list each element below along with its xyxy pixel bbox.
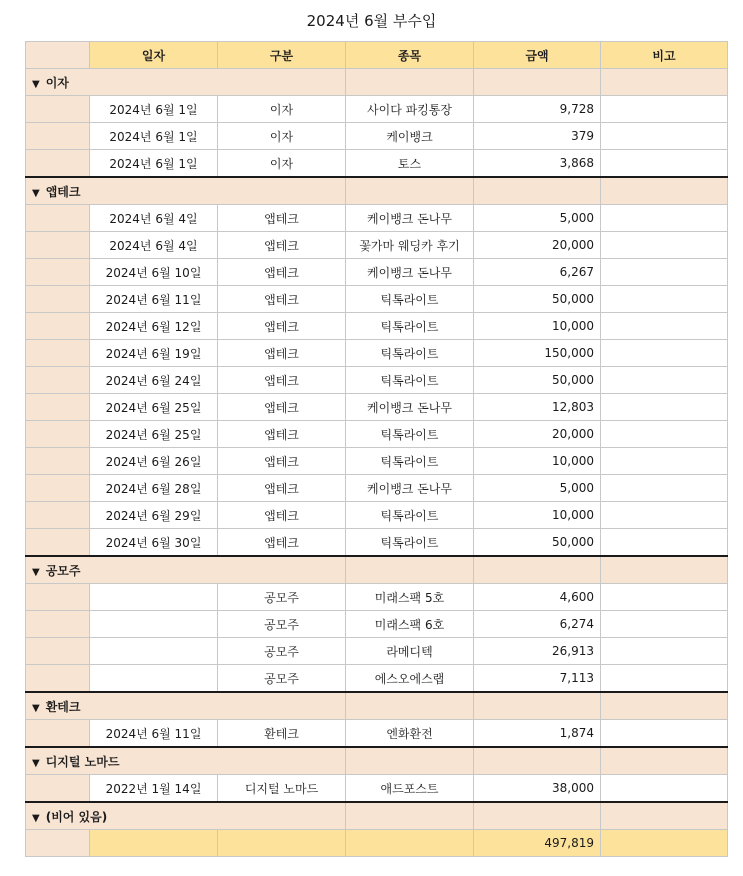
total-empty-cell[interactable] [346,830,474,857]
date-cell[interactable]: 2024년 6월 25일 [90,394,218,421]
group-header-empty-cell[interactable] [474,69,601,96]
date-cell[interactable] [90,665,218,693]
amount-cell[interactable]: 3,868 [474,150,601,178]
triangle-down-icon[interactable]: ▼ [32,812,40,824]
item-cell[interactable]: 꽃가마 웨딩카 후기 [346,232,474,259]
table-row[interactable] [26,313,728,340]
date-cell[interactable]: 2024년 6월 1일 [90,150,218,178]
note-cell[interactable] [601,720,728,748]
table-row[interactable] [26,96,728,123]
item-cell[interactable]: 토스 [346,150,474,178]
amount-cell[interactable]: 5,000 [474,475,601,502]
item-cell[interactable]: 틱톡라이트 [346,448,474,475]
note-cell[interactable] [601,96,728,123]
table-row[interactable] [26,665,728,693]
group-header-empty-cell[interactable] [218,747,346,775]
note-cell[interactable] [601,638,728,665]
note-cell[interactable] [601,123,728,150]
triangle-down-icon[interactable]: ▼ [32,757,40,769]
note-cell[interactable] [601,394,728,421]
category-cell[interactable]: 환테크 [218,720,346,748]
item-cell[interactable]: 엔화환전 [346,720,474,748]
row-header-cell[interactable] [26,475,90,502]
group-header-row[interactable] [26,177,728,205]
group-header-empty-cell[interactable] [601,177,728,205]
table-row[interactable] [26,340,728,367]
row-header-cell[interactable] [26,665,90,693]
date-cell[interactable]: 2024년 6월 4일 [90,205,218,232]
group-header-empty-cell[interactable] [474,692,601,720]
category-cell[interactable]: 앱테크 [218,367,346,394]
item-cell[interactable]: 케이뱅크 [346,123,474,150]
amount-cell[interactable]: 50,000 [474,529,601,557]
amount-cell[interactable]: 9,728 [474,96,601,123]
date-cell[interactable]: 2024년 6월 1일 [90,123,218,150]
category-cell[interactable]: 앱테크 [218,259,346,286]
sheet-title: 2024년 6월 부수입 [306,12,437,30]
category-cell[interactable]: 디지털 노마드 [218,775,346,803]
column-header-item[interactable]: 종목 [346,42,474,69]
row-header-cell[interactable] [26,205,90,232]
group-header-cell[interactable] [26,747,218,775]
group-header-empty-cell[interactable] [474,747,601,775]
item-cell[interactable]: 케이뱅크 돈나무 [346,259,474,286]
item-cell[interactable]: 케이뱅크 돈나무 [346,475,474,502]
table-row[interactable] [26,259,728,286]
group-header-cell[interactable] [26,692,218,720]
row-header-cell[interactable] [26,340,90,367]
row-header-cell[interactable] [26,150,90,178]
item-cell[interactable]: 애드포스트 [346,775,474,803]
table-row[interactable] [26,123,728,150]
table-row[interactable] [26,584,728,611]
group-header-empty-cell[interactable] [218,802,346,830]
note-cell[interactable] [601,775,728,803]
item-cell[interactable]: 틱톡라이트 [346,340,474,367]
item-cell[interactable]: 틱톡라이트 [346,313,474,340]
row-header-cell[interactable] [26,313,90,340]
category-cell[interactable]: 앱테크 [218,286,346,313]
item-cell[interactable]: 사이다 파킹통장 [346,96,474,123]
group-header-empty-cell[interactable] [474,556,601,584]
amount-cell[interactable]: 5,000 [474,205,601,232]
group-header-empty-cell[interactable] [218,69,346,96]
amount-cell[interactable]: 10,000 [474,502,601,529]
note-cell[interactable] [601,475,728,502]
group-header-cell[interactable] [26,177,218,205]
category-cell[interactable]: 앱테크 [218,340,346,367]
group-header-empty-cell[interactable] [601,692,728,720]
amount-cell[interactable]: 10,000 [474,448,601,475]
date-cell[interactable]: 2022년 1월 14일 [90,775,218,803]
group-header-cell[interactable] [26,69,218,96]
table-row[interactable] [26,394,728,421]
item-cell[interactable]: 미래스팩 6호 [346,611,474,638]
amount-cell[interactable]: 50,000 [474,286,601,313]
column-header-amount[interactable]: 금액 [474,42,601,69]
group-header-empty-cell[interactable] [601,747,728,775]
column-header-date[interactable]: 일자 [90,42,218,69]
date-cell[interactable]: 2024년 6월 24일 [90,367,218,394]
note-cell[interactable] [601,502,728,529]
item-cell[interactable]: 틱톡라이트 [346,502,474,529]
row-header-cell[interactable] [26,502,90,529]
table-row[interactable] [26,286,728,313]
table-row[interactable] [26,448,728,475]
amount-cell[interactable]: 6,267 [474,259,601,286]
triangle-down-icon[interactable]: ▼ [32,566,40,578]
group-header-empty-cell[interactable] [346,69,474,96]
note-cell[interactable] [601,529,728,557]
item-cell[interactable]: 틱톡라이트 [346,286,474,313]
date-cell[interactable] [90,638,218,665]
group-header-empty-cell[interactable] [474,802,601,830]
category-cell[interactable]: 앱테크 [218,232,346,259]
item-cell[interactable]: 미래스팩 5호 [346,584,474,611]
table-row[interactable] [26,421,728,448]
amount-cell[interactable]: 38,000 [474,775,601,803]
group-header-empty-cell[interactable] [346,177,474,205]
note-cell[interactable] [601,584,728,611]
category-cell[interactable]: 앱테크 [218,529,346,557]
category-cell[interactable]: 공모주 [218,611,346,638]
category-cell[interactable]: 앱테크 [218,502,346,529]
note-cell[interactable] [601,205,728,232]
date-cell[interactable] [90,611,218,638]
date-cell[interactable]: 2024년 6월 12일 [90,313,218,340]
group-header-cell[interactable] [26,802,218,830]
group-header-row[interactable] [26,802,728,830]
category-cell[interactable]: 앱테크 [218,421,346,448]
group-header-empty-cell[interactable] [601,802,728,830]
row-header-cell[interactable] [26,394,90,421]
total-note-cell[interactable] [601,830,728,857]
date-cell[interactable]: 2024년 6월 30일 [90,529,218,557]
date-cell[interactable]: 2024년 6월 29일 [90,502,218,529]
total-empty-cell[interactable] [90,830,218,857]
row-header-cell[interactable] [26,232,90,259]
item-cell[interactable]: 틱톡라이트 [346,421,474,448]
total-row-header-cell[interactable] [26,830,90,857]
row-header-cell[interactable] [26,611,90,638]
table-row[interactable] [26,205,728,232]
category-cell[interactable]: 이자 [218,150,346,178]
group-label: 환테크 [45,699,81,714]
item-cell[interactable]: 케이뱅크 돈나무 [346,205,474,232]
amount-cell[interactable]: 26,913 [474,638,601,665]
corner-cell[interactable] [26,42,90,69]
table-row[interactable] [26,232,728,259]
date-cell[interactable]: 2024년 6월 25일 [90,421,218,448]
amount-cell[interactable]: 20,000 [474,232,601,259]
group-label: 디지털 노마드 [45,754,120,769]
table-row[interactable] [26,529,728,557]
total-empty-cell[interactable] [218,830,346,857]
group-header-row[interactable] [26,692,728,720]
date-cell[interactable]: 2024년 6월 28일 [90,475,218,502]
table-row[interactable] [26,611,728,638]
date-cell[interactable]: 2024년 6월 11일 [90,286,218,313]
date-cell[interactable]: 2024년 6월 4일 [90,232,218,259]
table-row[interactable] [26,502,728,529]
row-header-cell[interactable] [26,367,90,394]
side-income-table[interactable] [25,41,728,857]
group-label: 공모주 [45,563,81,578]
column-header-category[interactable]: 구분 [218,42,346,69]
row-header-cell[interactable] [26,96,90,123]
note-cell[interactable] [601,611,728,638]
item-cell[interactable]: 케이뱅크 돈나무 [346,394,474,421]
total-row[interactable] [26,830,728,857]
table-row[interactable] [26,150,728,178]
date-cell[interactable]: 2024년 6월 1일 [90,96,218,123]
group-label: 이자 [45,75,69,90]
date-cell[interactable]: 2024년 6월 10일 [90,259,218,286]
note-cell[interactable] [601,421,728,448]
group-header-empty-cell[interactable] [346,802,474,830]
category-cell[interactable]: 앱테크 [218,475,346,502]
total-amount-cell[interactable]: 497,819 [474,830,601,857]
amount-cell[interactable]: 7,113 [474,665,601,693]
table-row[interactable] [26,367,728,394]
group-label: (비어 있음) [45,809,108,824]
group-header-empty-cell[interactable] [218,556,346,584]
item-cell[interactable]: 에스오에스랩 [346,665,474,693]
amount-cell[interactable]: 6,274 [474,611,601,638]
date-cell[interactable] [90,584,218,611]
date-cell[interactable]: 2024년 6월 11일 [90,720,218,748]
table-row[interactable] [26,720,728,748]
note-cell[interactable] [601,665,728,693]
table-row[interactable] [26,638,728,665]
row-header-cell[interactable] [26,529,90,557]
triangle-down-icon[interactable]: ▼ [32,78,40,90]
amount-cell[interactable]: 10,000 [474,313,601,340]
category-cell[interactable]: 앱테크 [218,448,346,475]
item-cell[interactable]: 틱톡라이트 [346,529,474,557]
date-cell[interactable]: 2024년 6월 19일 [90,340,218,367]
note-cell[interactable] [601,367,728,394]
row-header-cell[interactable] [26,286,90,313]
category-cell[interactable]: 공모주 [218,638,346,665]
note-cell[interactable] [601,150,728,178]
table-row[interactable] [26,475,728,502]
category-cell[interactable]: 공모주 [218,584,346,611]
note-cell[interactable] [601,313,728,340]
group-header-empty-cell[interactable] [218,177,346,205]
note-cell[interactable] [601,448,728,475]
group-header-empty-cell[interactable] [601,69,728,96]
row-header-cell[interactable] [26,775,90,803]
header-row [26,42,728,69]
amount-cell[interactable]: 150,000 [474,340,601,367]
group-header-empty-cell[interactable] [474,177,601,205]
group-header-empty-cell[interactable] [346,556,474,584]
note-cell[interactable] [601,286,728,313]
category-cell[interactable]: 앱테크 [218,394,346,421]
row-header-cell[interactable] [26,123,90,150]
group-header-empty-cell[interactable] [346,692,474,720]
note-cell[interactable] [601,259,728,286]
triangle-down-icon[interactable]: ▼ [32,702,40,714]
group-header-cell[interactable] [26,556,218,584]
group-label: 앱테크 [45,184,81,199]
category-cell[interactable]: 이자 [218,96,346,123]
category-cell[interactable]: 앱테크 [218,313,346,340]
note-cell[interactable] [601,232,728,259]
amount-cell[interactable]: 50,000 [474,367,601,394]
row-header-cell[interactable] [26,448,90,475]
row-header-cell[interactable] [26,638,90,665]
amount-cell[interactable]: 4,600 [474,584,601,611]
group-header-row[interactable] [26,69,728,96]
note-cell[interactable] [601,340,728,367]
category-cell[interactable]: 이자 [218,123,346,150]
category-cell[interactable]: 앱테크 [218,205,346,232]
row-header-cell[interactable] [26,259,90,286]
table-row[interactable] [26,775,728,803]
category-cell[interactable]: 공모주 [218,665,346,693]
group-header-empty-cell[interactable] [218,692,346,720]
date-cell[interactable]: 2024년 6월 26일 [90,448,218,475]
row-header-cell[interactable] [26,584,90,611]
amount-cell[interactable]: 1,874 [474,720,601,748]
item-cell[interactable]: 틱톡라이트 [346,367,474,394]
amount-cell[interactable]: 20,000 [474,421,601,448]
triangle-down-icon[interactable]: ▼ [32,187,40,199]
row-header-cell[interactable] [26,720,90,748]
group-header-empty-cell[interactable] [601,556,728,584]
group-header-row[interactable] [26,747,728,775]
column-header-note[interactable]: 비고 [601,42,728,69]
amount-cell[interactable]: 379 [474,123,601,150]
item-cell[interactable]: 라메디텍 [346,638,474,665]
group-header-empty-cell[interactable] [346,747,474,775]
amount-cell[interactable]: 12,803 [474,394,601,421]
group-header-row[interactable] [26,556,728,584]
row-header-cell[interactable] [26,421,90,448]
table-body [26,69,728,857]
